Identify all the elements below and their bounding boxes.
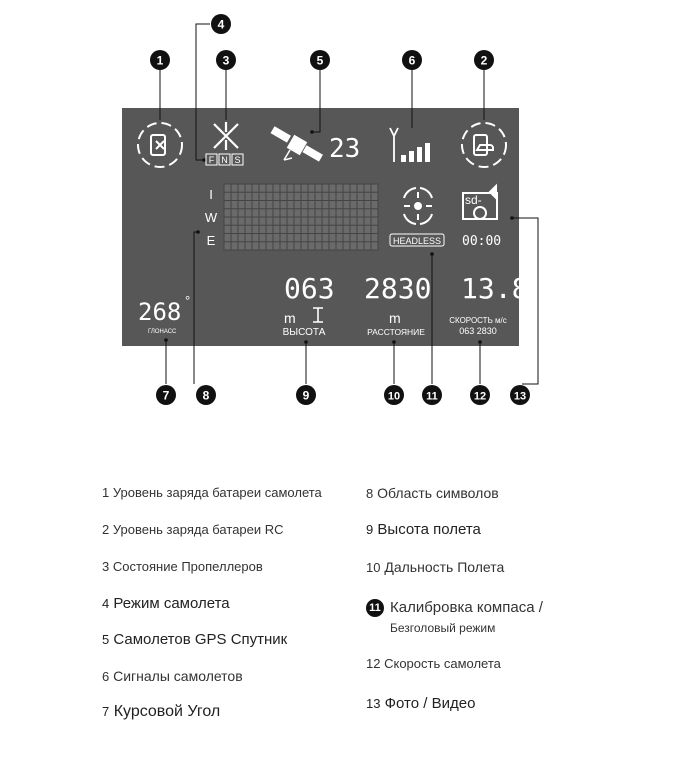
legend-text: Уровень заряда батареи RC bbox=[112, 522, 284, 537]
legend-text: Фото / Видео bbox=[384, 695, 476, 712]
aircraft-battery-icon bbox=[138, 123, 182, 167]
callout-8-label: 8 bbox=[202, 388, 210, 403]
heading-caption: ГЛОНАСС bbox=[148, 329, 177, 335]
headless-label: HEADLESS bbox=[392, 236, 442, 246]
mode-letter-f: F bbox=[208, 155, 215, 165]
legend-num-badge: 11 bbox=[366, 599, 384, 617]
callout-7-label: 7 bbox=[162, 388, 170, 403]
heading-value: 268 bbox=[138, 298, 182, 326]
callout-13-label: 13 bbox=[513, 390, 527, 403]
legend-num: 10 bbox=[366, 560, 381, 575]
sd-label: sd- bbox=[465, 193, 482, 207]
mode-letter-n: N bbox=[221, 155, 228, 165]
speed-caption: СКОРОСТЬ м/с bbox=[449, 316, 507, 325]
callout-1-label: 1 bbox=[156, 53, 164, 68]
callout-4 bbox=[211, 14, 231, 34]
side-label-w: W bbox=[204, 210, 218, 225]
legend-num: 2 bbox=[102, 522, 110, 537]
side-label-i: I bbox=[209, 187, 213, 202]
callout-5 bbox=[310, 50, 330, 70]
heading-degree: ° bbox=[185, 293, 191, 308]
legend-num: 4 bbox=[102, 596, 110, 611]
legend-text: Состояние Пропеллеров bbox=[112, 559, 263, 574]
legend-text: Режим самолета bbox=[113, 595, 230, 612]
callout-11-label: 11 bbox=[426, 390, 438, 403]
legend-item-13 bbox=[366, 695, 475, 712]
callout-6-label: 6 bbox=[408, 53, 416, 68]
legend-num: 6 bbox=[102, 669, 110, 684]
legend-num: 9 bbox=[366, 522, 374, 537]
callout-2-label: 2 bbox=[480, 53, 488, 68]
callout-9 bbox=[296, 385, 316, 405]
legend-item-12 bbox=[366, 656, 501, 671]
legend-item-9 bbox=[366, 521, 481, 538]
altitude-icon bbox=[313, 308, 323, 322]
timer-value: 00:00 bbox=[462, 234, 502, 249]
callout-8 bbox=[196, 385, 216, 405]
legend-text: Самолетов GPS Спутник bbox=[113, 631, 288, 648]
altitude-caption: ВЫСОТА bbox=[282, 327, 326, 338]
callout-3-label: 3 bbox=[222, 53, 230, 68]
altitude-value: 063 bbox=[284, 272, 335, 305]
callout-7 bbox=[156, 385, 176, 405]
callout-10 bbox=[384, 385, 404, 405]
legend-num: 12 bbox=[366, 656, 381, 671]
side-label-e: E bbox=[206, 233, 216, 248]
callout-6 bbox=[402, 50, 422, 70]
callout-5-label: 5 bbox=[316, 53, 324, 68]
legend-num: 13 bbox=[366, 696, 381, 711]
mode-indicators bbox=[206, 154, 243, 165]
legend-text: Курсовой Угол bbox=[113, 703, 221, 720]
gps-satellite-count: 23 bbox=[329, 134, 361, 164]
callout-13 bbox=[510, 385, 530, 405]
legend-text: Высота полета bbox=[377, 521, 481, 538]
legend-item-3 bbox=[102, 559, 263, 574]
legend-item-4 bbox=[102, 595, 230, 612]
speed-subvalues: 063 2830 bbox=[459, 326, 497, 336]
altitude-unit: m bbox=[284, 310, 296, 326]
distance-value: 2830 bbox=[364, 272, 432, 305]
legend-num: 7 bbox=[102, 704, 110, 719]
propeller-icon bbox=[214, 122, 238, 150]
legend-text: Область символов bbox=[377, 485, 499, 501]
distance-unit: m bbox=[389, 310, 401, 326]
symbol-area-grid bbox=[224, 184, 378, 250]
legend-item-6 bbox=[102, 668, 243, 684]
legend-item-1 bbox=[102, 485, 322, 500]
lcd-contents bbox=[138, 122, 528, 338]
compass-icon bbox=[404, 188, 432, 224]
legend-item-7 bbox=[102, 703, 220, 721]
callout-3 bbox=[216, 50, 236, 70]
legend-num: 1 bbox=[102, 485, 110, 500]
callout-4-label: 4 bbox=[217, 17, 225, 32]
legend-text: Дальность Полета bbox=[384, 559, 505, 575]
legend-text: Скорость самолета bbox=[384, 656, 501, 671]
speed-value: 13.8 bbox=[461, 272, 529, 305]
mode-letter-s: S bbox=[234, 155, 241, 165]
legend-item-11 bbox=[366, 599, 543, 635]
legend-item-5 bbox=[102, 631, 287, 648]
rc-battery-icon bbox=[462, 123, 506, 167]
legend-item-8 bbox=[366, 485, 499, 501]
callout-10-label: 10 bbox=[387, 390, 401, 403]
legend-item-10 bbox=[366, 559, 504, 575]
callout-11 bbox=[422, 385, 442, 405]
legend-num: 8 bbox=[366, 486, 374, 501]
legend-text: Сигналы самолетов bbox=[113, 668, 243, 684]
legend-text: Калибровка компаса / bbox=[390, 599, 543, 616]
legend-text: Уровень заряда батареи самолета bbox=[112, 485, 322, 500]
callout-12 bbox=[470, 385, 490, 405]
legend-subtext: Безголовый режим bbox=[390, 621, 496, 636]
legend-num: 3 bbox=[102, 559, 110, 574]
signal-strength-icon bbox=[390, 128, 430, 162]
callout-2 bbox=[474, 50, 494, 70]
callout-1 bbox=[150, 50, 170, 70]
callout-9-label: 9 bbox=[302, 388, 310, 403]
legend-item-2 bbox=[102, 522, 284, 537]
legend-num: 5 bbox=[102, 632, 110, 647]
distance-caption: РАССТОЯНИЕ bbox=[367, 327, 425, 337]
callout-12-label: 12 bbox=[473, 390, 487, 403]
